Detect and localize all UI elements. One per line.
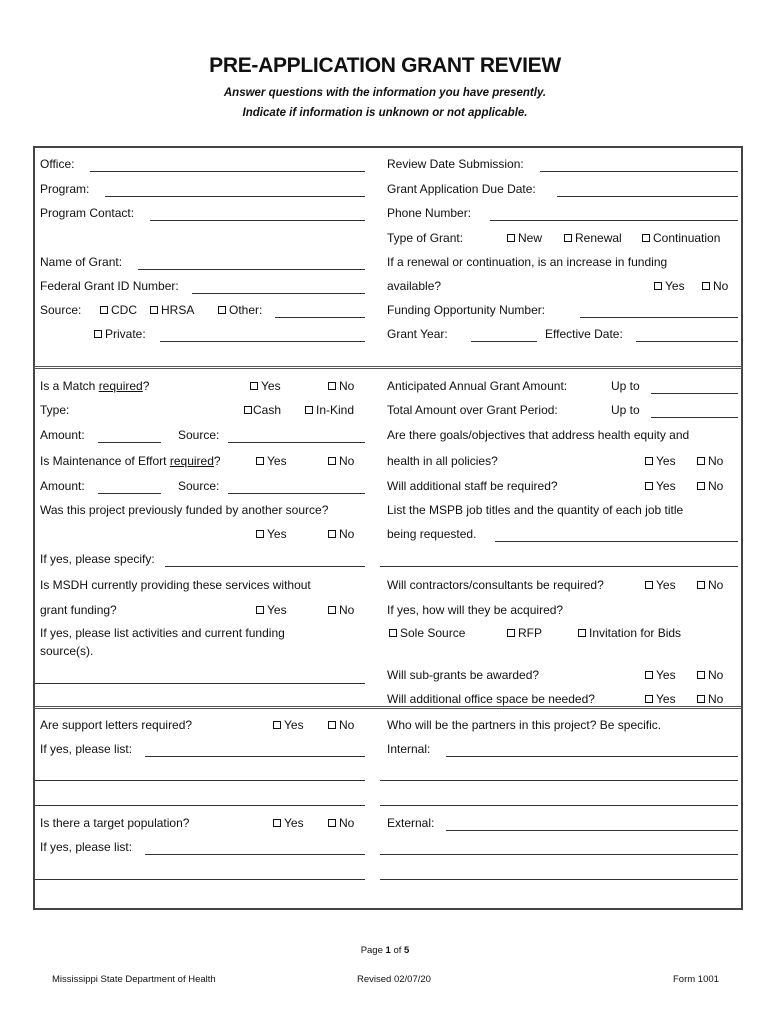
msdh-question: Is MSDH currently providing these services without [40,578,311,592]
msdh-no-checkbox[interactable] [328,603,354,617]
staff-yes-checkbox[interactable] [645,479,676,493]
external-field[interactable] [446,830,738,831]
rfp-label: RFP [518,626,542,640]
yes-label: Yes [656,668,676,682]
hrsa-checkbox[interactable] [150,303,194,317]
sole-source-checkbox[interactable] [389,626,465,640]
inkind-label: In-Kind [316,403,355,417]
private-checkbox[interactable] [94,327,146,341]
internal-line3[interactable] [380,805,738,806]
source-label: Source: [40,303,82,317]
target-list-line2[interactable] [35,879,365,880]
checkbox-icon [273,819,281,827]
yes-label: Yes [261,379,281,393]
rfp-checkbox[interactable] [507,626,542,640]
support-yes-checkbox[interactable] [273,718,304,732]
office-field[interactable] [90,171,365,172]
required-text: required [169,454,214,468]
checkbox-icon [697,482,705,490]
target-pop-question: Is there a target population? [40,816,190,830]
no-label: No [339,816,355,830]
target-list-field[interactable] [145,854,365,855]
staff-question: Will additional staff be required? [387,479,558,493]
private-label: Private: [105,327,146,341]
prev-funded-no-checkbox[interactable] [328,527,354,541]
office-label: Office: [40,157,75,171]
footer-form-number: Form 1001 [673,974,719,985]
mspb-field[interactable] [495,541,738,542]
program-field[interactable] [105,196,365,197]
checkbox-icon [100,306,108,314]
no-label: No [708,479,724,493]
up-to-label: Up to [611,379,640,393]
match-source-field[interactable] [228,442,365,443]
checkbox-icon [328,457,336,465]
name-of-grant-label: Name of Grant: [40,255,123,269]
checkbox-icon [94,330,102,338]
invitation-label: Invitation for Bids [589,626,682,640]
up-to-label: Up to [611,403,640,417]
checkbox-icon [697,695,705,703]
checkbox-icon [697,457,705,465]
no-label: No [708,692,724,706]
activities-field-line[interactable] [35,683,365,684]
office-space-question: Will additional office space be needed? [387,692,595,706]
moe-qmark: ? [213,454,221,468]
no-label: No [713,279,729,293]
yes-label: Yes [267,603,287,617]
support-letters-question: Are support letters required? [40,718,193,732]
match-source-label: Source: [178,428,220,442]
yes-label: Yes [267,527,287,541]
funding-opportunity-field[interactable] [580,317,738,318]
checkbox-icon [244,406,252,414]
effective-date-field[interactable] [636,341,738,342]
renewal-label: Renewal [575,231,622,245]
effective-date-label: Effective Date: [545,327,623,341]
checkbox-icon [328,721,336,729]
checkbox-icon [645,671,653,679]
moe-source-field[interactable] [228,493,365,494]
yes-label: Yes [656,578,676,592]
renewal-question: If a renewal or continuation, is an increase in funding [387,255,668,269]
support-list-line3[interactable] [35,805,365,806]
office-space-no-checkbox[interactable] [697,692,723,706]
match-yes-checkbox[interactable] [250,379,281,393]
if-yes-specify-label: If yes, please specify: [40,552,155,566]
page-current: 1 [385,945,391,956]
page-title: PRE-APPLICATION GRANT REVIEW [209,54,561,77]
match-no-checkbox[interactable] [328,379,354,393]
page-of: of [390,945,405,956]
continuation-label: Continuation [653,231,721,245]
yes-label: Yes [665,279,685,293]
yes-label: Yes [284,816,304,830]
equity-yes-checkbox[interactable] [645,454,676,468]
inkind-checkbox[interactable] [305,403,354,417]
continuation-checkbox[interactable] [642,231,720,245]
federal-grant-id-field[interactable] [192,293,365,294]
moe-amount-label: Amount: [40,479,85,493]
checkbox-icon [150,306,158,314]
support-list-line2[interactable] [35,780,365,781]
checkbox-icon [645,482,653,490]
other-label: Other: [229,303,263,317]
hrsa-label: HRSA [161,303,195,317]
checkbox-icon [305,406,313,414]
target-no-checkbox[interactable] [328,816,354,830]
checkbox-icon [702,282,710,290]
no-label: No [708,454,724,468]
internal-line2[interactable] [380,780,738,781]
moe-no-checkbox[interactable] [328,454,354,468]
checkbox-icon [256,457,264,465]
footer-org: Mississippi State Department of Health [52,974,216,985]
support-list-field[interactable] [145,756,365,757]
office-space-yes-checkbox[interactable] [645,692,676,706]
type-label: Type: [40,403,70,417]
moe-text: Is Maintenance of Effort [40,454,170,468]
prev-funded-yes-checkbox[interactable] [256,527,287,541]
internal-label: Internal: [387,742,431,756]
cdc-label: CDC [111,303,137,317]
grant-year-label: Grant Year: [387,327,448,341]
program-contact-field[interactable] [150,220,365,221]
yes-label: Yes [284,718,304,732]
contractors-question: Will contractors/consultants be required? [387,578,604,592]
cash-label: Cash [253,403,282,417]
moe-source-label: Source: [178,479,220,493]
no-label: No [339,603,355,617]
cash-checkbox[interactable] [244,403,281,417]
checkbox-icon [697,581,705,589]
renewal-question-cont: available? [387,279,442,293]
match-question [40,379,149,393]
equity-question-cont: health in all policies? [387,454,498,468]
private-source-field[interactable] [160,341,365,342]
checkbox-icon [328,819,336,827]
new-checkbox[interactable] [507,231,542,245]
checkbox-icon [328,530,336,538]
total-amount-label: Total Amount over Grant Period: [387,403,558,417]
contractors-no-checkbox[interactable] [697,578,723,592]
moe-amount-field[interactable] [98,493,161,494]
how-acquired-label: If yes, how will they be acquired? [387,603,564,617]
program-contact-label: Program Contact: [40,206,135,220]
footer-revised: Revised 02/07/20 [357,974,431,985]
prev-funded-question: Was this project previously funded by another source? [40,503,329,517]
grant-year-field[interactable] [471,341,537,342]
checkbox-icon [328,606,336,614]
checkbox-icon [645,695,653,703]
anticipated-amount-field[interactable] [651,393,738,394]
yes-label: Yes [656,479,676,493]
subgrants-question: Will sub-grants be awarded? [387,668,540,682]
yes-label: Yes [267,454,287,468]
mspb-question-cont: being requested. [387,527,477,541]
required-text: required [98,379,143,393]
yes-label: Yes [656,454,676,468]
phone-label: Phone Number: [387,206,472,220]
subgrants-yes-checkbox[interactable] [645,668,676,682]
checkbox-icon [389,629,397,637]
checkbox-icon [218,306,226,314]
page-number [0,945,770,956]
staff-no-checkbox[interactable] [697,479,723,493]
list-activities-label: If yes, please list activities and current funding [40,626,285,640]
page-label: Page [360,945,386,956]
grant-due-field[interactable] [557,196,738,197]
subtitle-note: Indicate if information is unknown or not applicable. [242,107,528,119]
renewal-checkbox[interactable] [564,231,622,245]
mspb-field-line2[interactable] [380,566,738,567]
support-list-label: If yes, please list: [40,742,133,756]
checkbox-icon [578,629,586,637]
no-label: No [339,379,355,393]
checkbox-icon [507,234,515,242]
subtitle-instructions: Answer questions with the information you have presently. [223,87,547,99]
grant-due-label: Grant Application Due Date: [387,182,536,196]
checkbox-icon [328,382,336,390]
program-label: Program: [40,182,90,196]
moe-yes-checkbox[interactable] [256,454,287,468]
match-amount-field[interactable] [98,442,161,443]
checkbox-icon [654,282,662,290]
no-label: No [339,454,355,468]
msdh-question-cont: grant funding? [40,603,117,617]
no-label: No [339,718,355,732]
checkbox-icon [256,530,264,538]
support-no-checkbox[interactable] [328,718,354,732]
increase-no-checkbox[interactable] [702,279,728,293]
target-yes-checkbox[interactable] [273,816,304,830]
checkbox-icon [273,721,281,729]
internal-field[interactable] [446,756,738,757]
match-qmark: ? [142,379,150,393]
section-divider [33,366,743,369]
partners-question: Who will be the partners in this project? Be specific. [387,718,662,732]
checkbox-icon [564,234,572,242]
new-label: New [518,231,543,245]
funding-opportunity-label: Funding Opportunity Number: [387,303,546,317]
checkbox-icon [642,234,650,242]
mspb-question: List the MSPB job titles and the quantity of each job title [387,503,684,517]
match-amount-label: Amount: [40,428,85,442]
no-label: No [708,668,724,682]
increase-yes-checkbox[interactable] [654,279,685,293]
checkbox-icon [250,382,258,390]
external-line2[interactable] [380,854,738,855]
equity-no-checkbox[interactable] [697,454,723,468]
sole-source-label: Sole Source [400,626,466,640]
moe-question [40,454,221,468]
checkbox-icon [256,606,264,614]
section-divider [33,706,743,709]
external-label: External: [387,816,435,830]
contractors-yes-checkbox[interactable] [645,578,676,592]
yes-label: Yes [656,692,676,706]
checkbox-icon [645,457,653,465]
name-of-grant-field[interactable] [138,269,365,270]
type-of-grant-label: Type of Grant: [387,231,464,245]
checkbox-icon [507,629,515,637]
cdc-checkbox[interactable] [100,303,137,317]
list-activities-label-cont: source(s). [40,644,94,658]
match-text: Is a Match [40,379,99,393]
checkbox-icon [645,581,653,589]
subgrants-no-checkbox[interactable] [697,668,723,682]
review-date-field[interactable] [540,171,738,172]
other-checkbox[interactable] [218,303,262,317]
no-label: No [708,578,724,592]
msdh-yes-checkbox[interactable] [256,603,287,617]
checkbox-icon [697,671,705,679]
invitation-checkbox[interactable] [578,626,681,640]
equity-question: Are there goals/objectives that address health equity and [387,428,690,442]
target-list-label: If yes, please list: [40,840,133,854]
if-yes-specify-field[interactable] [165,566,365,567]
review-date-label: Review Date Submission: [387,157,524,171]
other-source-field[interactable] [275,317,365,318]
no-label: No [339,527,355,541]
external-line3[interactable] [380,879,738,880]
anticipated-amount-label: Anticipated Annual Grant Amount: [387,379,568,393]
page-total: 5 [404,945,410,956]
federal-grant-id-label: Federal Grant ID Number: [40,279,179,293]
total-amount-field[interactable] [651,417,738,418]
phone-field[interactable] [490,220,738,221]
